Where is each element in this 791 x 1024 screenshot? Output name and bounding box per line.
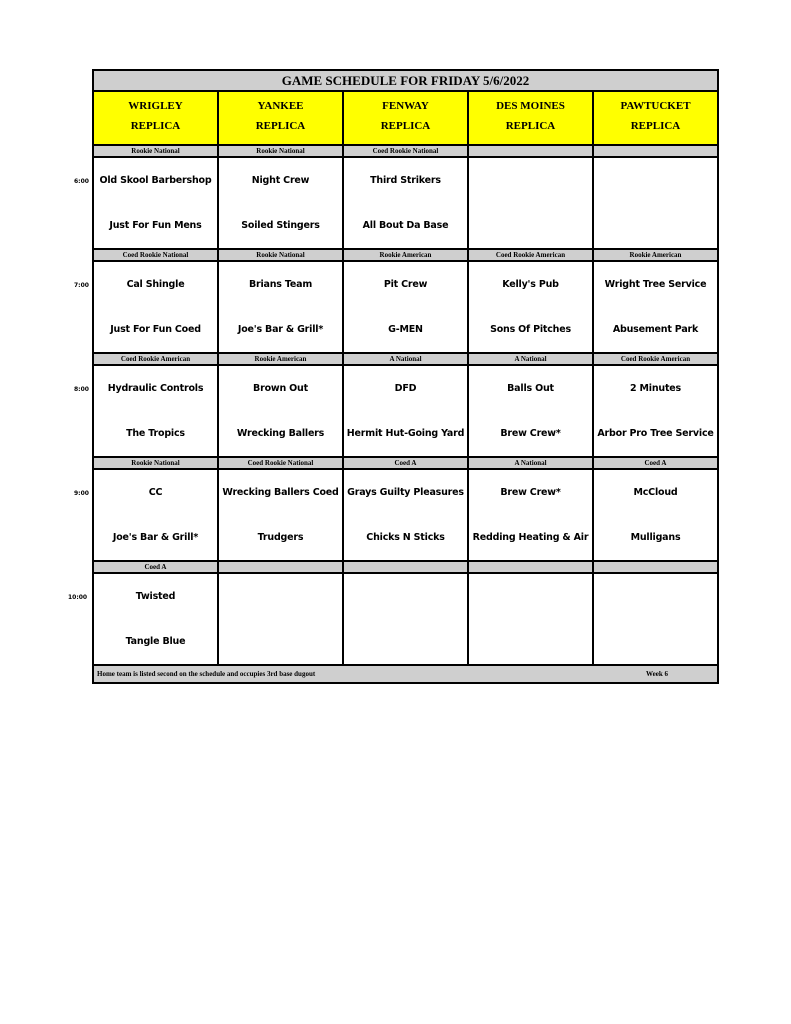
games-row [94, 158, 717, 250]
home-team: Abusement Park [612, 324, 699, 335]
division-row [94, 354, 717, 366]
game-cell [344, 262, 469, 352]
division-row [94, 250, 717, 262]
game-cell [344, 470, 469, 560]
time-label: 9:00 [74, 490, 89, 497]
field-name: YANKEE [257, 100, 304, 112]
field-sub: REPLICA [255, 120, 306, 132]
division-label: Coed Rookie National [94, 250, 219, 260]
game-cell [94, 366, 219, 456]
game-cell [469, 470, 594, 560]
division-label: Coed Rookie National [344, 146, 469, 156]
away-team: Old Skool Barbershop [99, 175, 212, 186]
away-team: Third Strikers [370, 175, 441, 186]
time-slots [94, 146, 717, 666]
field-header-row [94, 92, 717, 146]
home-team: All Bout Da Base [362, 220, 449, 231]
home-team: Sons Of Pitches [490, 324, 571, 335]
home-team: Joe's Bar & Grill* [237, 324, 324, 335]
home-team: Joe's Bar & Grill* [112, 532, 199, 543]
time-label: 8:00 [74, 386, 89, 393]
away-team: McCloud [633, 487, 678, 498]
division-row [94, 458, 717, 470]
division-label: A National [469, 458, 594, 468]
game-cell [94, 262, 219, 352]
games-row [94, 262, 717, 354]
schedule-title: GAME SCHEDULE FOR FRIDAY 5/6/2022 [94, 71, 717, 92]
game-cell [469, 158, 594, 248]
field-sub: REPLICA [630, 120, 681, 132]
away-team: Twisted [135, 591, 176, 602]
time-label: 10:00 [68, 594, 88, 601]
game-cell [219, 574, 344, 664]
games-row [94, 366, 717, 458]
schedule-table [92, 69, 719, 684]
home-team: Tangle Blue [125, 636, 186, 647]
field-sub: REPLICA [505, 120, 556, 132]
time-label: 7:00 [74, 282, 89, 289]
away-team: Wrecking Ballers Coed [222, 487, 339, 498]
game-cell [219, 158, 344, 248]
home-team: The Tropics [126, 428, 185, 439]
field-header [219, 92, 344, 144]
home-team: Soiled Stingers [241, 220, 320, 231]
field-name: FENWAY [382, 100, 429, 112]
division-label: Coed A [644, 459, 667, 467]
game-cell [94, 470, 219, 560]
field-name: PAWTUCKET [620, 100, 691, 112]
home-team: Trudgers [257, 532, 304, 543]
away-team: Night Crew [251, 175, 310, 186]
game-cell [594, 262, 717, 352]
division-label [469, 146, 594, 156]
division-label: Rookie National [219, 250, 344, 260]
game-cell [469, 262, 594, 352]
division-label: Coed Rookie American [620, 355, 691, 363]
game-cell [344, 574, 469, 664]
away-team: CC [148, 487, 163, 498]
division-label: A National [344, 354, 469, 364]
game-cell [94, 574, 219, 664]
division-label [594, 562, 717, 572]
home-team: Just For Fun Coed [110, 324, 201, 335]
division-label [469, 562, 594, 572]
away-team: Pit Crew [383, 279, 428, 290]
game-cell [94, 158, 219, 248]
away-team: Brew Crew* [500, 487, 561, 498]
home-team: Hermit Hut-Going Yard [346, 428, 465, 439]
game-cell [219, 470, 344, 560]
game-cell [594, 366, 717, 456]
division-label: Coed Rookie American [94, 354, 219, 364]
division-row [94, 146, 717, 158]
division-label: Rookie National [94, 458, 219, 468]
game-cell [469, 366, 594, 456]
field-header [344, 92, 469, 144]
game-cell [594, 158, 717, 248]
division-label: Coed A [344, 458, 469, 468]
field-header [594, 92, 717, 144]
field-header [469, 92, 594, 144]
home-team: G-MEN [388, 324, 423, 335]
away-team: DFD [394, 383, 417, 394]
field-name: DES MOINES [496, 100, 565, 112]
game-cell [219, 366, 344, 456]
division-label: A National [469, 354, 594, 364]
away-team: Balls Out [507, 383, 554, 394]
home-team: Arbor Pro Tree Service [597, 428, 714, 439]
away-team: 2 Minutes [630, 383, 681, 394]
home-team: Mulligans [630, 532, 681, 543]
home-team: Brew Crew* [500, 428, 561, 439]
away-team: Cal Shingle [126, 279, 185, 290]
away-team: Brown Out [253, 383, 308, 394]
away-team: Wright Tree Service [604, 279, 707, 290]
field-sub: REPLICA [130, 120, 181, 132]
home-team: Just For Fun Mens [109, 220, 202, 231]
game-cell [469, 574, 594, 664]
games-row [94, 574, 717, 666]
home-team: Redding Heating & Air [472, 532, 589, 543]
field-sub: REPLICA [380, 120, 431, 132]
game-cell [219, 262, 344, 352]
week-label: Week 6 [646, 670, 668, 678]
division-label: Rookie American [344, 250, 469, 260]
field-name: WRIGLEY [128, 100, 183, 112]
division-row [94, 562, 717, 574]
division-label: Coed A [94, 562, 219, 572]
home-team: Wrecking Ballers [236, 428, 325, 439]
away-team: Kelly's Pub [502, 279, 559, 290]
division-label: Rookie American [219, 354, 344, 364]
division-label: Coed Rookie American [469, 250, 594, 260]
away-team: Hydraulic Controls [107, 383, 204, 394]
home-team: Chicks N Sticks [366, 532, 445, 543]
division-label: Rookie American [629, 251, 682, 259]
game-cell [344, 366, 469, 456]
footer-note: Home team is listed second on the schedule and occupies 3rd base dugout [97, 670, 316, 678]
division-label: Rookie National [219, 146, 344, 156]
footer-band [94, 666, 717, 682]
division-label: Coed Rookie National [219, 458, 344, 468]
division-label: Rookie National [94, 146, 219, 156]
game-cell [344, 158, 469, 248]
game-cell [594, 470, 717, 560]
game-cell [594, 574, 717, 664]
away-team: Brians Team [248, 279, 313, 290]
games-row [94, 470, 717, 562]
time-label: 6:00 [74, 178, 89, 185]
division-label [344, 562, 469, 572]
away-team: Grays Guilty Pleasures [347, 487, 464, 498]
division-label [594, 146, 717, 156]
division-label [219, 562, 344, 572]
field-header [94, 92, 219, 144]
